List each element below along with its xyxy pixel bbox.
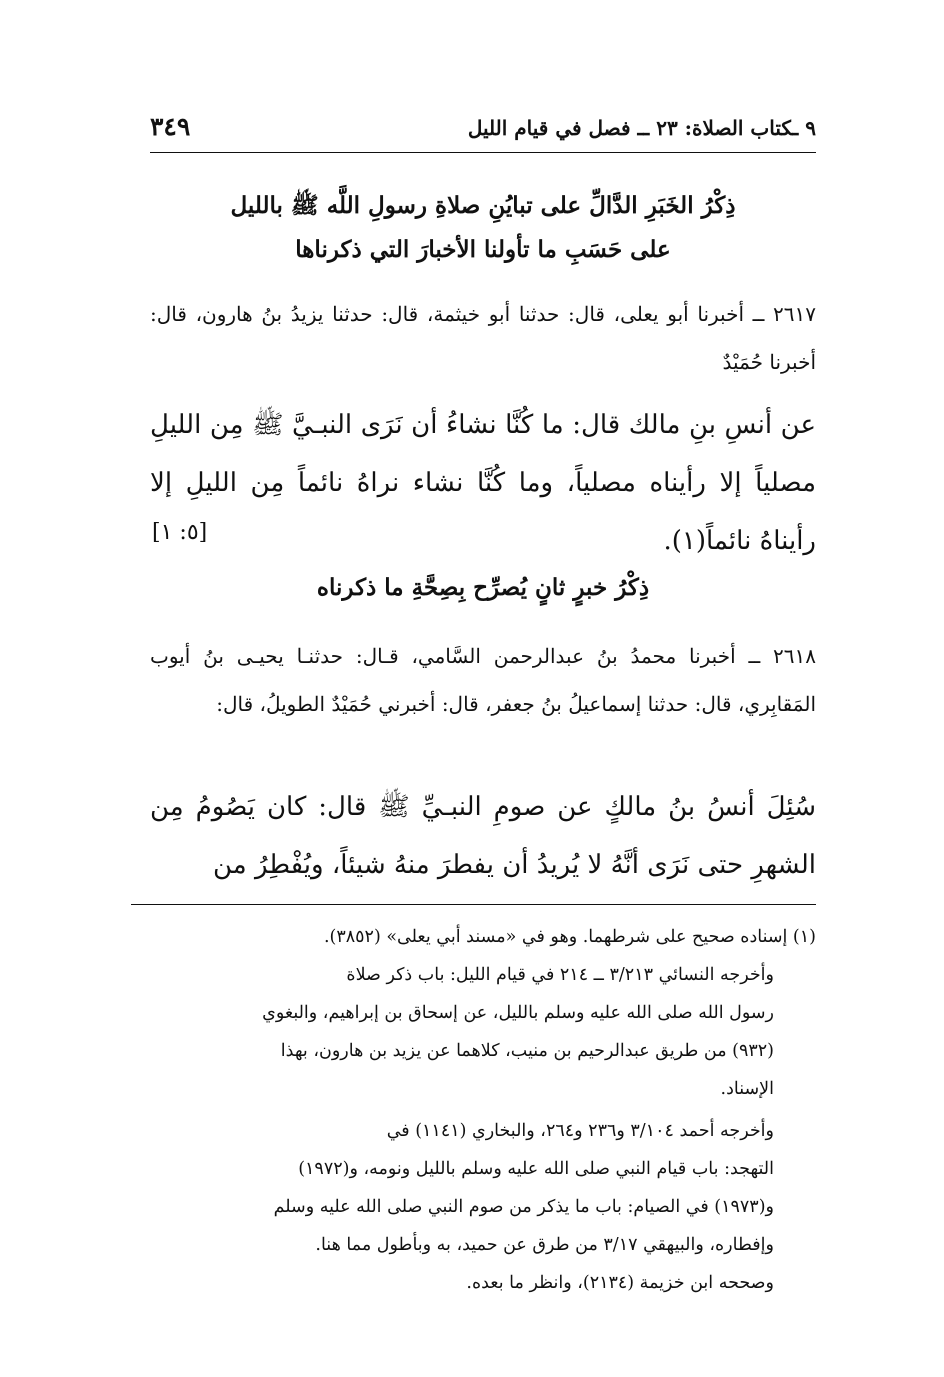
section-title-line-1: ذِكْرُ الخَبَرِ الدَّالِّ على تبايُنِ صلاةِ رسولِ اللَّه ﷺ بالليل (230, 192, 736, 219)
footnote-line: وصححه ابن خزيمة (٢١٣٤)، وانظر ما بعده. (466, 1273, 774, 1293)
hadith-2617-isnad: ٢٦١٧ ــ أخبرنا أبو يعلى، قال: حدثنا أبو خيثمة، قال: حدثنا يزيدُ بنُ هارون، قال: أخبرنا حُمَيْدٌ (150, 302, 816, 374)
hadith-2617-matn: عن أنسِ بنِ مالك قال: ما كُنَّا نشاءُ أن نَرَى النبـيَّ ﷺ مِن الليلِ مصلياً إلا رأيناه مصلياً، وما كُنَّا نشاء نراهُ نائماً مِن الليلِ إلا رأيناهُ نائماً(١). (150, 410, 816, 556)
footnote-line: الإسناد. (720, 1079, 774, 1099)
running-head: ٩ ـكتاب الصلاة: ٢٣ ــ فصل في قيام الليل (467, 116, 816, 140)
section-title-2: ذِكْرُ خبرٍ ثانٍ يُصرِّح بِصِحَّةِ ما ذكرناه (316, 574, 650, 601)
footnote-line: وأخرجه النسائي ٣/٢١٣ ــ ٢١٤ في قيام الليل: باب ذكر صلاة (346, 965, 774, 985)
footnote-line: (٩٣٢) من طريق عبدالرحيم بن منيب، كلاهما عن يزيد بن هارون، بهذا (280, 1041, 774, 1061)
page-number: ٣٤٩ (150, 112, 191, 141)
hadith-2617-reference: [٥: ١] (152, 520, 208, 545)
footnote-line: و(١٩٧٣) في الصيام: باب ما يذكر من صوم النبي صلى الله عليه وسلم (273, 1197, 774, 1217)
footnote-line: التهجد: باب قيام النبي صلى الله عليه وسلم بالليل ونومه، و(١٩٧٢) (298, 1159, 774, 1179)
hadith-2618-matn: سُئِلَ أنسُ بنُ مالكٍ عن صومِ النبـيِّ ﷺ قال: كان يَصُومُ مِن الشهرِ حتى نَرَى أنَّهُ لا يُريدُ أن يفطرَ منهُ شيئاً، ويُفْطِرُ من (150, 792, 816, 880)
section-title-line-2: على حَسَبِ ما تأولنا الأخبارَ التي ذكرناها (295, 236, 671, 263)
footnote-line: وأخرجه أحمد ٣/١٠٤ و٢٣٦ و٢٦٤، والبخاري (١١٤١) في (386, 1121, 774, 1141)
footnote-line: رسول الله صلى الله عليه وسلم بالليل، عن إسحاق بن إبراهيم، والبغوي (262, 1003, 774, 1023)
footnote-line: وإفطاره، والبيهقي ٣/١٧ من طرق عن حميد، به وبأطول مما هنا. (315, 1235, 774, 1255)
footnotes (150, 918, 816, 1302)
page-header (150, 112, 816, 152)
footnote-separator (131, 904, 816, 905)
header-rule (150, 152, 816, 153)
hadith-2618-isnad: ٢٦١٨ ــ أخبرنا محمدُ بنُ عبدالرحمن السَّامي، قـال: حدثنـا يحيـى بنُ أيوب المَقابِري، قال: حدثنا إسماعيلُ بنُ جعفر، قال: أخبرني حُمَيْدٌ الطويلُ، قال: (150, 644, 816, 716)
footnote-line: (١) إسناده صحيح على شرطهما. وهو في «مسند أبي يعلى» (٣٨٥٢). (323, 927, 816, 947)
